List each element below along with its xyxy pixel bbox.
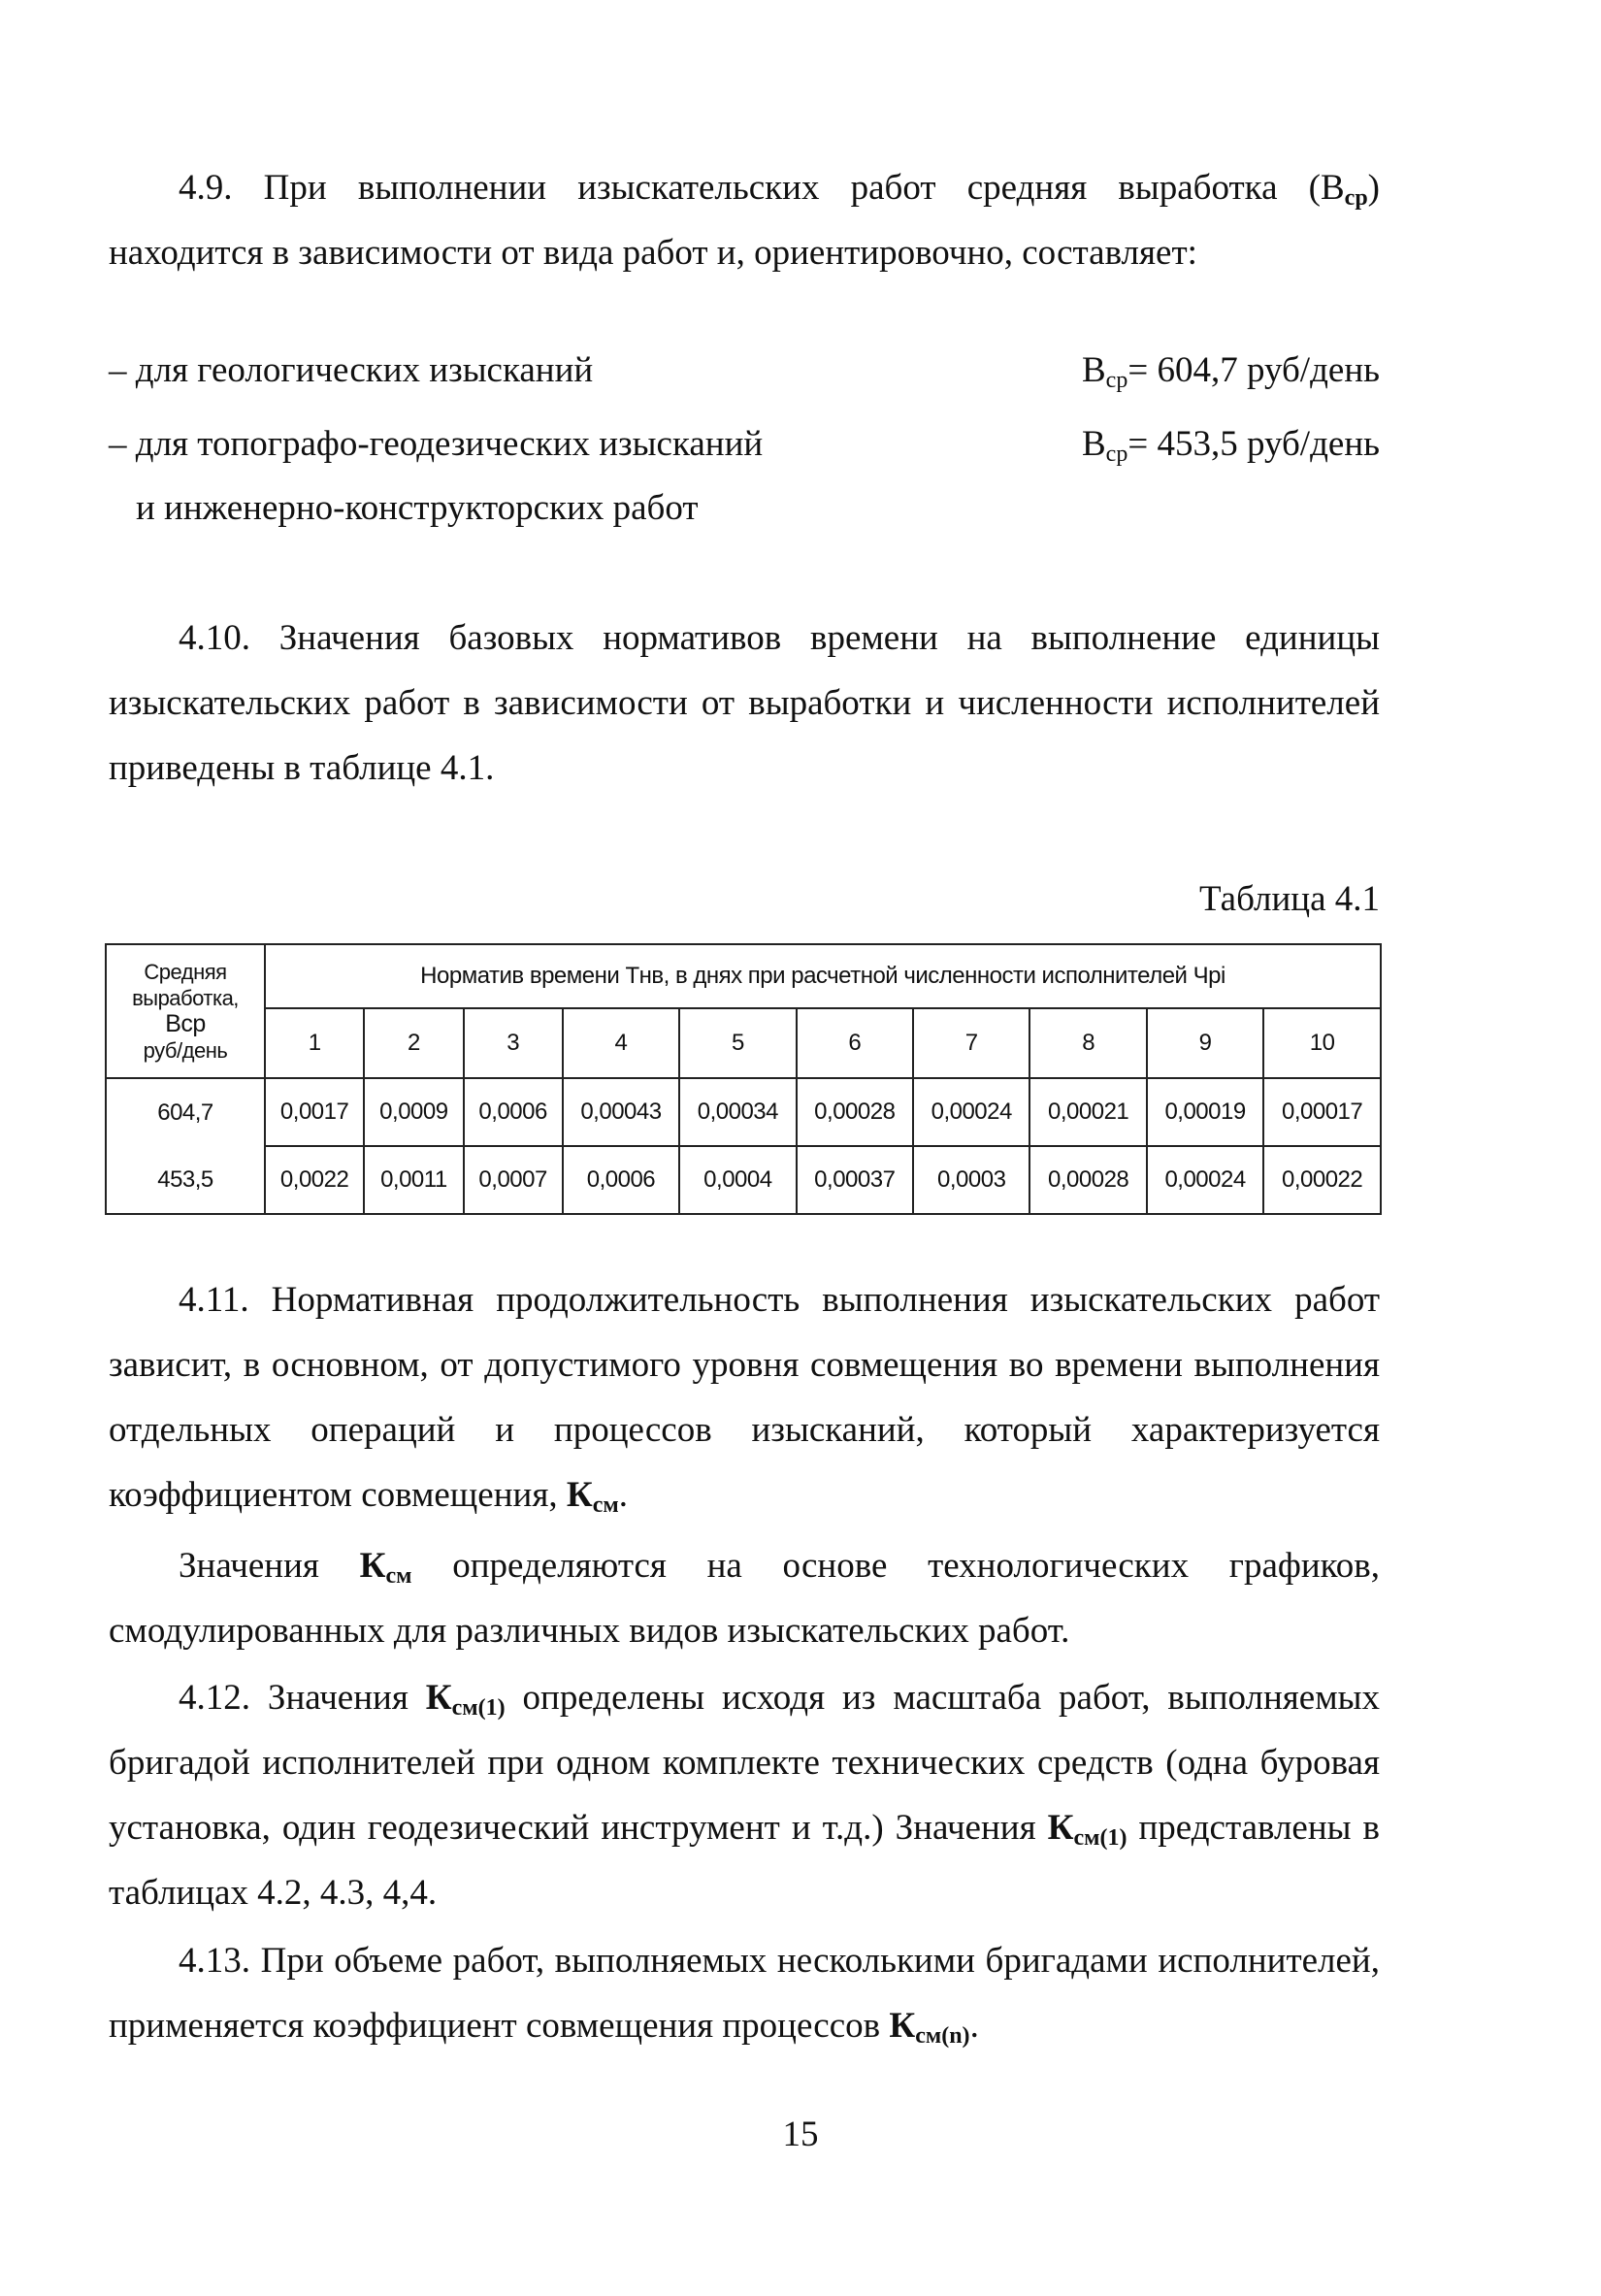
table-cell: 0,00037 xyxy=(797,1146,913,1214)
row-label: 604,7 xyxy=(106,1078,265,1146)
table-caption: Таблица 4.1 xyxy=(1199,879,1380,919)
list-item-topography-continued: и инженерно-конструкторских работ xyxy=(136,488,699,528)
table-cell: 0,00019 xyxy=(1147,1078,1263,1146)
k-sm1-symbol: $К_{см(1)}$ xyxy=(425,1678,506,1721)
table-cell: 0,00028 xyxy=(797,1078,913,1146)
table-cell: 0,0007 xyxy=(464,1146,563,1214)
list-item-topography: – для топографо-геодезических изысканий $В_{ср}= 453,5$ руб/день xyxy=(109,415,1380,474)
column-header: 3 xyxy=(464,1008,563,1078)
k-sm-symbol: $К_{см}$ xyxy=(359,1546,412,1589)
row-label: 453,5 xyxy=(106,1146,265,1214)
paragraph-4-11: 4.11. Нормативная продолжительность выполнения изыскательских работ зависит, в основном, от допустимого уровня совмещения во времени выполнения отдельных операций и процессов изысканий, который характеризуется коэффициентом совмещения, $К_{см}$. xyxy=(109,1280,1380,1518)
column-header: 2 xyxy=(364,1008,463,1078)
table-cell: 0,00043 xyxy=(563,1078,679,1146)
table-row xyxy=(106,1078,1381,1146)
norm-time-table xyxy=(105,943,1382,1215)
column-header: 1 xyxy=(265,1008,364,1078)
paragraph-4-11-values: Значения $К_{см}$ определяются на основе технологических графиков, смодулированных для различных видов изыскательских работ. xyxy=(109,1546,1380,1651)
table-cell: 0,0006 xyxy=(563,1146,679,1214)
table-cell: 0,00021 xyxy=(1029,1078,1146,1146)
table-cell: 0,0006 xyxy=(464,1078,563,1146)
table-cell: 0,00024 xyxy=(913,1078,1029,1146)
span-header: Норматив времени Тнв, в днях при расчетной численности исполнителей Чрi xyxy=(265,944,1381,1008)
topography-output-value: $В_{ср}= 453,5$ руб/день xyxy=(1081,424,1380,467)
table-row xyxy=(106,1146,1381,1214)
table-cell: 0,00028 xyxy=(1029,1146,1146,1214)
page-number: 15 xyxy=(782,2115,819,2154)
table-cell: 0,0004 xyxy=(679,1146,796,1214)
column-header: 5 xyxy=(679,1008,796,1078)
table-cell: 0,00024 xyxy=(1147,1146,1263,1214)
k-sm-symbol: $К_{см}$ xyxy=(566,1475,619,1518)
table-cell: 0,0017 xyxy=(265,1078,364,1146)
list-item-geology: – для геологических изысканий $В_{ср}= 604,7$ руб/день xyxy=(109,342,1380,400)
geology-output-value: $В_{ср}= 604,7$ руб/день xyxy=(1081,350,1380,393)
column-header: 7 xyxy=(913,1008,1029,1078)
column-header: 9 xyxy=(1147,1008,1263,1078)
table-cell: 0,0009 xyxy=(364,1078,463,1146)
table-cell: 0,00017 xyxy=(1263,1078,1381,1146)
table-header-row xyxy=(106,944,1381,1008)
table-cell: 0,0011 xyxy=(364,1146,463,1214)
table-cell: 0,0003 xyxy=(913,1146,1029,1214)
table-cell: 0,00034 xyxy=(679,1078,796,1146)
paragraph-4-10: 4.10. Значения базовых нормативов времени на выполнение единицы изыскательских работ в зависимости от выработки и численности исполнителей приведены в таблице 4.1. xyxy=(109,618,1380,788)
k-smn-symbol: $К_{см(n)}$ xyxy=(889,2006,970,2049)
first-column-header: Средняя выработка, Вср руб/день xyxy=(106,944,265,1078)
column-header: 6 xyxy=(797,1008,913,1078)
column-header: 8 xyxy=(1029,1008,1146,1078)
k-sm1-symbol: $К_{см(1)}$ xyxy=(1047,1808,1127,1851)
column-header: 10 xyxy=(1263,1008,1381,1078)
table-cell: 0,00022 xyxy=(1263,1146,1381,1214)
paragraph-4-12: 4.12. Значения $К_{см(1)}$ определены исходя из масштаба работ, выполняемых бригадой исполнителей при одном комплекте технических средств (одна буровая установка, один геодезический инструмент и т.д.) Значения $К_{см(1)}$ представлены в таблицах 4.2, 4.3, 4,4. xyxy=(109,1678,1380,1913)
column-header: 4 xyxy=(563,1008,679,1078)
paragraph-4-9: 4.9. При выполнении изыскательских работ средняя выработка $(В_{ср})$ находится в зависимости от вида работ и, ориентировочно, составляет: xyxy=(109,168,1380,273)
table-column-numbers-row xyxy=(106,1008,1381,1078)
table-cell: 0,0022 xyxy=(265,1146,364,1214)
paragraph-4-13: 4.13. При объеме работ, выполняемых несколькими бригадами исполнителей, применяется коэффициент совмещения процессов $К_{см(n)}$. xyxy=(109,1941,1380,2049)
